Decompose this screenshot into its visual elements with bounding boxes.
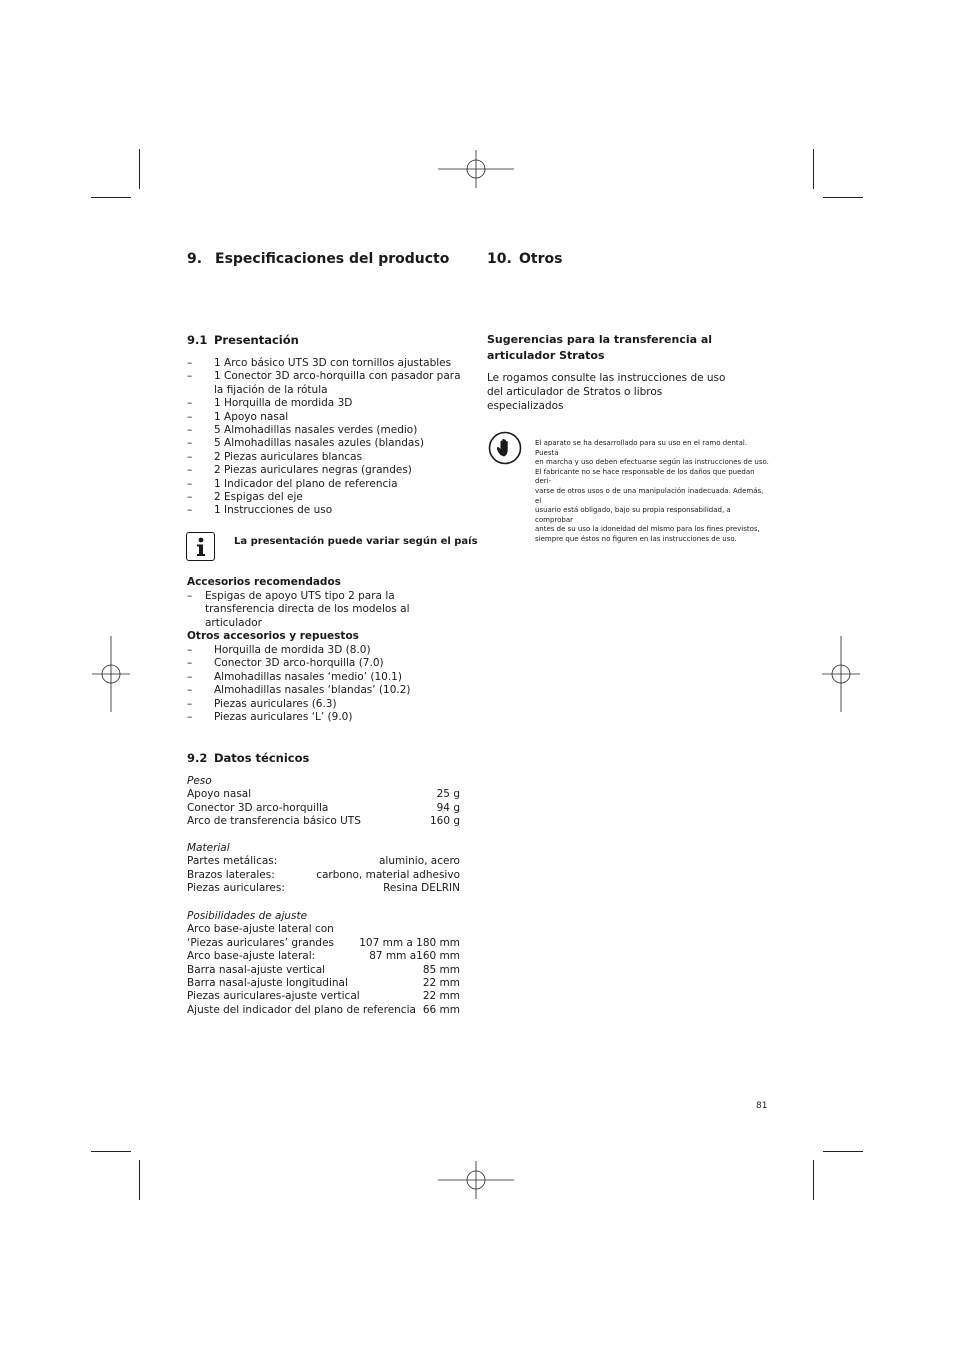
info-icon — [186, 532, 215, 561]
list-item: – 2 Piezas auriculares blancas — [187, 450, 363, 463]
crop-mark — [139, 149, 140, 189]
list-item: – 1 Horquilla de mordida 3D — [187, 397, 353, 410]
stratos-transfer-heading: Sugerencias para la transferencia al articulador Stratos — [487, 333, 713, 362]
section-title-text: Otros — [519, 251, 563, 267]
crop-mark — [91, 197, 131, 198]
section-number: 9. — [187, 251, 203, 267]
recommended-accessories-list — [187, 590, 457, 630]
list-item: – 5 Almohadillas nasales azules (blandas) — [187, 437, 424, 450]
table-row: Partes metálicas: aluminio, acero — [187, 855, 460, 868]
table-row: Apoyo nasal 25 g — [187, 788, 460, 801]
list-item: – Almohadillas nasales ‘medio’ (10.1) — [187, 670, 402, 683]
subsection-title-text: Presentación — [214, 333, 299, 347]
list-item: – 1 Conector 3D arco-horquilla con pasador para la fijación de la rótula — [187, 370, 461, 396]
crop-mark — [813, 149, 814, 189]
list-item: – 1 Arco básico UTS 3D con tornillos ajustables — [187, 357, 452, 369]
caution-line: usuario está obligado, bajo su propia responsabilidad, a comprobar — [535, 506, 731, 524]
table-caption: Peso — [187, 775, 212, 787]
other-accessories-list — [187, 644, 467, 724]
presentation-list — [187, 357, 467, 518]
crop-mark — [823, 1151, 863, 1152]
caution-line: en marcha y uso deben efectuarse según las instrucciones de uso. — [535, 458, 769, 467]
material-table — [187, 842, 460, 896]
table-row: Barra nasal-ajuste vertical 85 mm — [187, 963, 460, 976]
table-row: Barra nasal-ajuste longitudinal 22 mm — [187, 977, 460, 990]
subsection-number: 9.2 — [187, 751, 208, 765]
table-row: Piezas auriculares-ajuste vertical 22 mm — [187, 990, 460, 1003]
caution-line: varse de otros usos o de una manipulación inadecuada. Además, el — [535, 486, 764, 505]
table-row: Piezas auriculares: Resina DELRIN — [187, 882, 460, 895]
registration-mark-icon — [438, 131, 514, 207]
list-item: – 1 Instrucciones de uso — [187, 504, 333, 517]
table-row: Arco base-ajuste lateral: 87 mm a160 mm — [187, 950, 460, 963]
list-item: – 1 Indicador del plano de referencia — [187, 477, 398, 490]
caution-line: siempre que éstos no figuren en las instrucciones de uso. — [535, 534, 737, 543]
other-accessories-heading: Otros accesorios y repuestos — [187, 630, 359, 642]
subsection-title-text: Datos técnicos — [214, 751, 310, 765]
caution-line: El aparato se ha desarrollado para su uso en el ramo dental. Puesta — [535, 439, 748, 457]
registration-mark-icon — [438, 1142, 514, 1218]
crop-mark — [823, 197, 863, 198]
section-number: 10. — [487, 251, 512, 267]
recommended-accessories-heading: Accesorios recomendados — [187, 576, 341, 588]
registration-mark-icon — [803, 636, 879, 712]
section-title-specifications — [187, 251, 449, 267]
list-item: – Almohadillas nasales ‘blandas’ (10.2) — [187, 684, 411, 697]
list-item: – 2 Espigas del eje — [187, 491, 303, 504]
caution-hand-icon — [488, 431, 522, 465]
stratos-paragraph: Le rogamos consulte las instrucciones de uso del articulador de Stratos o libros especializados — [487, 372, 726, 412]
table-row: Arco de transferencia básico UTS 160 g — [187, 815, 460, 828]
list-item: – Espigas de apoyo UTS tipo 2 para la transferencia directa de los modelos al articulador — [187, 590, 410, 629]
list-item: – 1 Apoyo nasal — [187, 410, 289, 423]
presentation-note: La presentación puede variar según el país — [234, 536, 478, 547]
list-item: – Horquilla de mordida 3D (8.0) — [187, 644, 371, 656]
crop-mark — [139, 1160, 140, 1200]
subsection-heading-presentation — [187, 333, 299, 347]
caution-text — [535, 439, 770, 545]
caution-line: antes de su uso la idoneidad del mismo para los fines previstos, — [535, 525, 760, 534]
table-caption: Material — [187, 842, 230, 854]
list-item: – Piezas auriculares (6.3) — [187, 697, 337, 710]
table-row: Brazos laterales: carbono, material adhesivo — [187, 868, 460, 881]
section-title-others — [487, 251, 562, 267]
subsection-number: 9.1 — [187, 333, 208, 347]
table-caption: Posibilidades de ajuste — [187, 910, 308, 922]
weight-table — [187, 775, 460, 829]
section-title-text: Especificaciones del producto — [215, 251, 450, 267]
crop-mark — [91, 1151, 131, 1152]
subsection-heading-technical — [187, 751, 309, 765]
table-row: ‘Piezas auriculares’ grandes 107 mm a 180 mm — [187, 936, 460, 949]
list-item: – 2 Piezas auriculares negras (grandes) — [187, 464, 412, 477]
list-item: – 5 Almohadillas nasales verdes (medio) — [187, 424, 418, 437]
table-row: Ajuste del indicador del plano de referencia 66 mm — [187, 1003, 460, 1016]
page-number: 81 — [756, 1101, 768, 1111]
list-item: – Conector 3D arco-horquilla (7.0) — [187, 657, 384, 670]
caution-line: El fabricante no se hace responsable de los daños que puedan deri- — [535, 467, 755, 486]
list-item: – Piezas auriculares ‘L’ (9.0) — [187, 711, 353, 724]
table-row: Conector 3D arco-horquilla 94 g — [187, 801, 460, 814]
adjustment-table — [187, 910, 460, 1017]
table-row: Arco base-ajuste lateral con — [187, 923, 334, 936]
crop-mark — [813, 1160, 814, 1200]
registration-mark-icon — [73, 636, 149, 712]
